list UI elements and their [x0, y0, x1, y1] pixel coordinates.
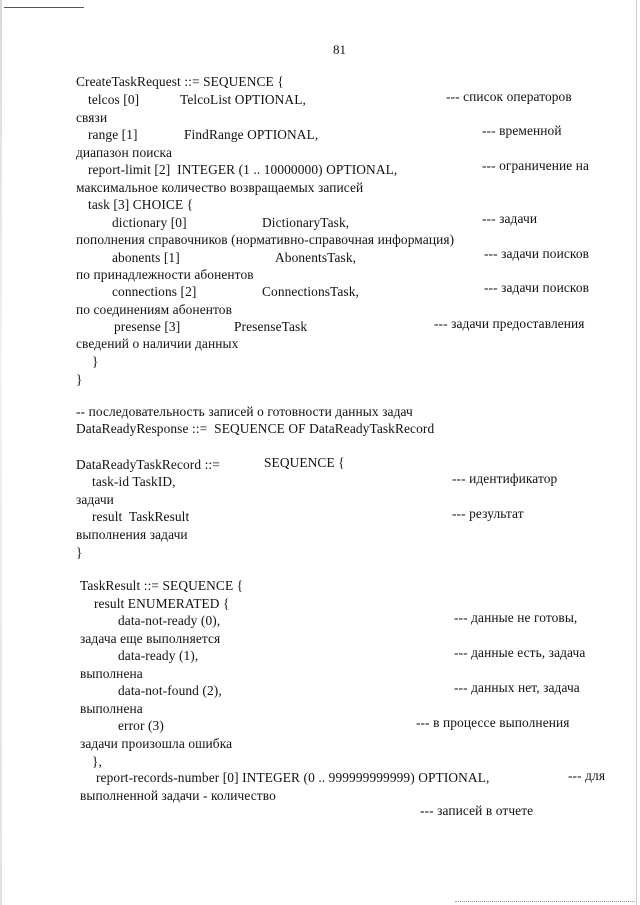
- comment-line: по соединениям абонентов: [76, 302, 232, 317]
- code-line: report-records-number [0] INTEGER (0 .. 999999999999) OPTIONAL,: [96, 770, 490, 785]
- comment-line: задача еще выполняется: [80, 631, 221, 646]
- code-line: dictionary [0]: [112, 215, 187, 230]
- comment-line: -- последовательность записей о готовности данных задач: [76, 404, 413, 419]
- code-line: data-ready (1),: [118, 648, 199, 663]
- code-line: TelcoList OPTIONAL,: [180, 92, 306, 107]
- comment-line: --- список операторов: [446, 89, 572, 104]
- comment-line: --- задачи: [482, 211, 538, 226]
- code-line: task-id TaskID,: [92, 474, 176, 489]
- comment-line: --- задачи предоставления: [434, 316, 585, 331]
- comment-line: сведений о наличии данных: [76, 336, 239, 351]
- comment-line: выполнена: [80, 701, 143, 716]
- code-line: result TaskResult: [92, 509, 190, 524]
- code-line: DataReadyTaskRecord ::=: [76, 457, 220, 472]
- code-line: DictionaryTask,: [262, 215, 350, 230]
- comment-line: --- результат: [452, 506, 524, 521]
- comment-line: --- ограничение на: [482, 158, 590, 173]
- comment-line: --- идентификатор: [452, 471, 558, 486]
- page-number: 81: [333, 42, 346, 57]
- scan-edge-right: [636, 0, 637, 905]
- comment-line: --- временной: [482, 123, 562, 138]
- code-line: }: [92, 354, 99, 369]
- code-line: DataReadyResponse ::= SEQUENCE OF DataReadyTaskRecord: [76, 421, 435, 436]
- code-line: error (3): [118, 718, 164, 733]
- comment-line: --- в процессе выполнения: [416, 715, 570, 730]
- code-line: CreateTaskRequest ::= SEQUENCE {: [76, 74, 284, 89]
- code-line: PresenseTask: [234, 319, 308, 334]
- comment-line: --- данные не готовы,: [454, 610, 578, 625]
- code-line: data-not-ready (0),: [118, 613, 221, 628]
- comment-line: --- данные есть, задача: [454, 645, 586, 660]
- scan-mark-top: [4, 7, 84, 8]
- comment-line: --- записей в отчете: [420, 803, 534, 818]
- code-line: task [3] CHOICE {: [88, 197, 194, 212]
- code-line: presense [3]: [114, 319, 181, 334]
- comment-line: связи: [76, 110, 108, 125]
- code-line: range [1]: [88, 127, 138, 142]
- comment-line: --- задачи поисков: [484, 280, 590, 295]
- code-line: ConnectionsTask,: [262, 284, 359, 299]
- code-line: FindRange OPTIONAL,: [184, 127, 319, 142]
- code-line: data-not-found (2),: [118, 683, 222, 698]
- scan-mark-bottom: [455, 901, 635, 903]
- comment-line: выполнения задачи: [76, 527, 188, 542]
- code-line: }: [76, 372, 83, 387]
- code-line: },: [92, 754, 102, 769]
- code-line: abonents [1]: [112, 250, 180, 265]
- code-line: result ENUMERATED {: [94, 596, 230, 611]
- code-line: telcos [0]: [88, 92, 140, 107]
- code-line: SEQUENCE {: [264, 455, 345, 470]
- code-line: report-limit [2] INTEGER (1 .. 10000000) OPTIONAL,: [88, 162, 398, 177]
- code-line: connections [2]: [112, 284, 197, 299]
- scan-edge-left: [0, 0, 2, 905]
- comment-line: максимальное количество возвращаемых записей: [76, 180, 364, 195]
- comment-line: выполнена: [80, 666, 143, 681]
- code-line: TaskResult ::= SEQUENCE {: [80, 578, 244, 593]
- comment-line: --- для: [568, 768, 606, 783]
- comment-line: по принадлежности абонентов: [76, 267, 254, 282]
- comment-line: диапазон поиска: [76, 145, 172, 160]
- code-line: }: [76, 545, 83, 560]
- comment-line: --- задачи поисков: [484, 246, 590, 261]
- code-line: AbonentsTask,: [275, 250, 357, 265]
- comment-line: --- данных нет, задача: [454, 680, 580, 695]
- comment-line: задачи произошла ошибка: [80, 736, 233, 751]
- comment-line: пополнения справочников (нормативно-справочная информация): [76, 232, 455, 247]
- comment-line: выполненной задачи - количество: [80, 788, 276, 803]
- comment-line: задачи: [76, 492, 114, 507]
